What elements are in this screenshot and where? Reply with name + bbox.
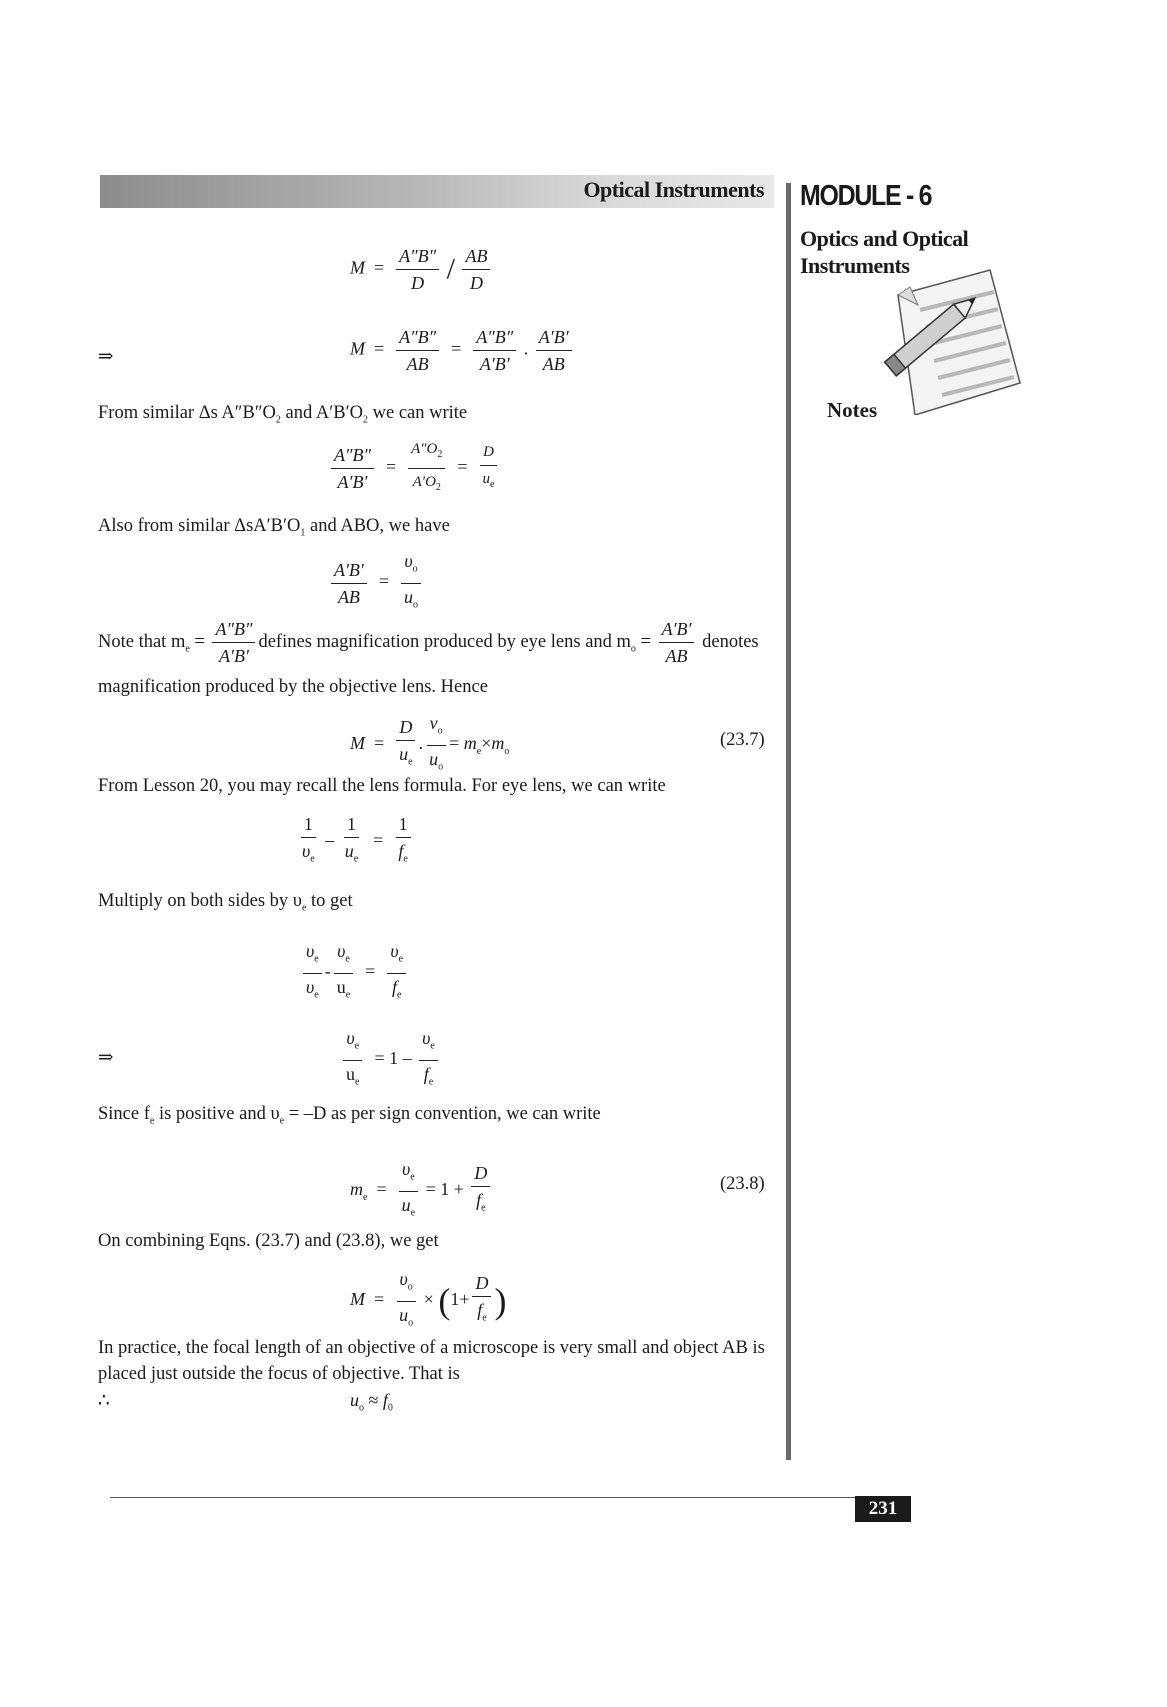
text-multiply-a: Multiply on both sides by υ	[98, 891, 302, 911]
equation-ve-over-ue: $\frac{\upsilon_e}{u_e}$ = 1 – $\frac{\upsilon_e}{f_e}$	[340, 1027, 441, 1093]
paragraph-multiply: Multiply on both sides by $\upsilon_e$ to get	[98, 891, 353, 914]
equation-objective-ratio: $\frac{A'B'}{AB}$ = $\frac{\upsilon_o}{u_o}$	[328, 550, 424, 616]
text-since-b: is positive and υ	[154, 1104, 280, 1124]
implies-symbol: ⇒	[98, 1048, 114, 1068]
sidebar-divider	[786, 183, 791, 1460]
section-header-bar	[100, 175, 774, 208]
text-multiply-b: to get	[306, 891, 353, 911]
paragraph-note-magnification: Note that $m_e$ = $\frac{A''B''}{A'B'}$ defines magnification produced by eye lens and $m_o$ = $\frac{A'B'}{AB}$ denotes	[98, 619, 759, 666]
text-similar-2b: and ABO, we have	[305, 516, 450, 536]
text-note-c: denotes	[702, 631, 759, 652]
section-title: Optical Instruments	[583, 177, 764, 202]
module-subtitle-line1: Optics and Optical	[800, 226, 969, 251]
text-note-b: defines magnification produced by eye lens and m	[258, 631, 631, 652]
module-title: MODULE - 6	[800, 180, 932, 212]
equation-23-7: M = $\frac{D}{u_e}$ . $\frac{v_o}{u_o}$ = $m_e\times m_o$	[350, 713, 510, 773]
equation-number-23-8: (23.8)	[720, 1174, 765, 1194]
therefore-symbol: ∴	[98, 1391, 110, 1411]
equation-23-8: $m_e$ = $\frac{\upsilon_e}{u_e}$ = 1 + $\frac{D}{f_e}$	[350, 1158, 493, 1224]
paragraph-in-practice-line2: placed just outside the focus of objective. That is	[98, 1364, 460, 1384]
footer-rule	[110, 1497, 862, 1498]
equation-eye-lens-ratio: $\frac{A''B''}{A'B'}$ = $\frac{A''O_2}{A'O_2}$ = $\frac{D}{u_e}$	[328, 438, 501, 499]
equation-lens-formula: $\frac{1}{\upsilon_e}$ – $\frac{1}{u_e}$ = $\frac{1}{f_e}$	[296, 813, 414, 871]
text-similar-1b: and A′B′O	[280, 403, 363, 423]
text-since-c: = –D as per sign convention, we can write	[284, 1104, 601, 1124]
paragraph-sign-convention: Since $f_e$ is positive and $\upsilon_e = -D$ as per sign convention, we can write	[98, 1104, 601, 1127]
equation-magnification-product: M = $\frac{A''B''}{AB}$ = $\frac{A''B''}{A'B'}$ . $\frac{A'B'}{AB}$	[350, 326, 575, 375]
paragraph-similar-triangles-2: Also from similar $\Delta sA'B'O_1$ and ABO, we have	[98, 516, 450, 539]
text-similar-1c: we can write	[368, 403, 468, 423]
notes-label: Notes	[827, 398, 878, 422]
implies-symbol: ⇒	[98, 347, 114, 367]
notes-pencil-icon	[870, 265, 1030, 415]
equation-magnification-ratio: M = $\frac{A''B''}{D}$ / $\frac{AB}{D}$	[350, 245, 493, 294]
paragraph-similar-triangles-1: From similar Δs $A''B''O_2$ and $A'B'O_2$ we can write	[98, 403, 468, 426]
paragraph-note-line2: magnification produced by the objective lens. Hence	[98, 677, 488, 697]
equation-total-magnification: M = $\frac{\upsilon_o}{u_o}$ × (1+ $\frac{D}{f_e}$ )	[350, 1269, 507, 1329]
text-since-a: Since f	[98, 1104, 150, 1124]
paragraph-in-practice-line1: In practice, the focal length of an objective of a microscope is very small and object AB is	[98, 1338, 765, 1358]
text-similar-1a: From similar Δs A″B″O	[98, 403, 276, 423]
module-subtitle-line2: Instruments	[800, 253, 910, 278]
equation-multiplied: $\frac{\upsilon_e}{\upsilon_e}$ - $\frac{\upsilon_e}{u_e}$ = $\frac{\upsilon_e}{f_e}$	[300, 940, 409, 1006]
paragraph-combining: On combining Eqns. (23.7) and (23.8), we get	[98, 1231, 439, 1251]
page-number: 231	[855, 1496, 911, 1522]
paragraph-lens-formula: From Lesson 20, you may recall the lens formula. For eye lens, we can write	[98, 776, 666, 796]
equation-uo-approx-fo: $u_o \approx f_0$	[350, 1390, 393, 1414]
equation-number-23-7: (23.7)	[720, 730, 765, 750]
text-note-a: Note that m	[98, 631, 186, 652]
text-similar-2a: Also from similar ΔsA′B′O	[98, 516, 301, 536]
